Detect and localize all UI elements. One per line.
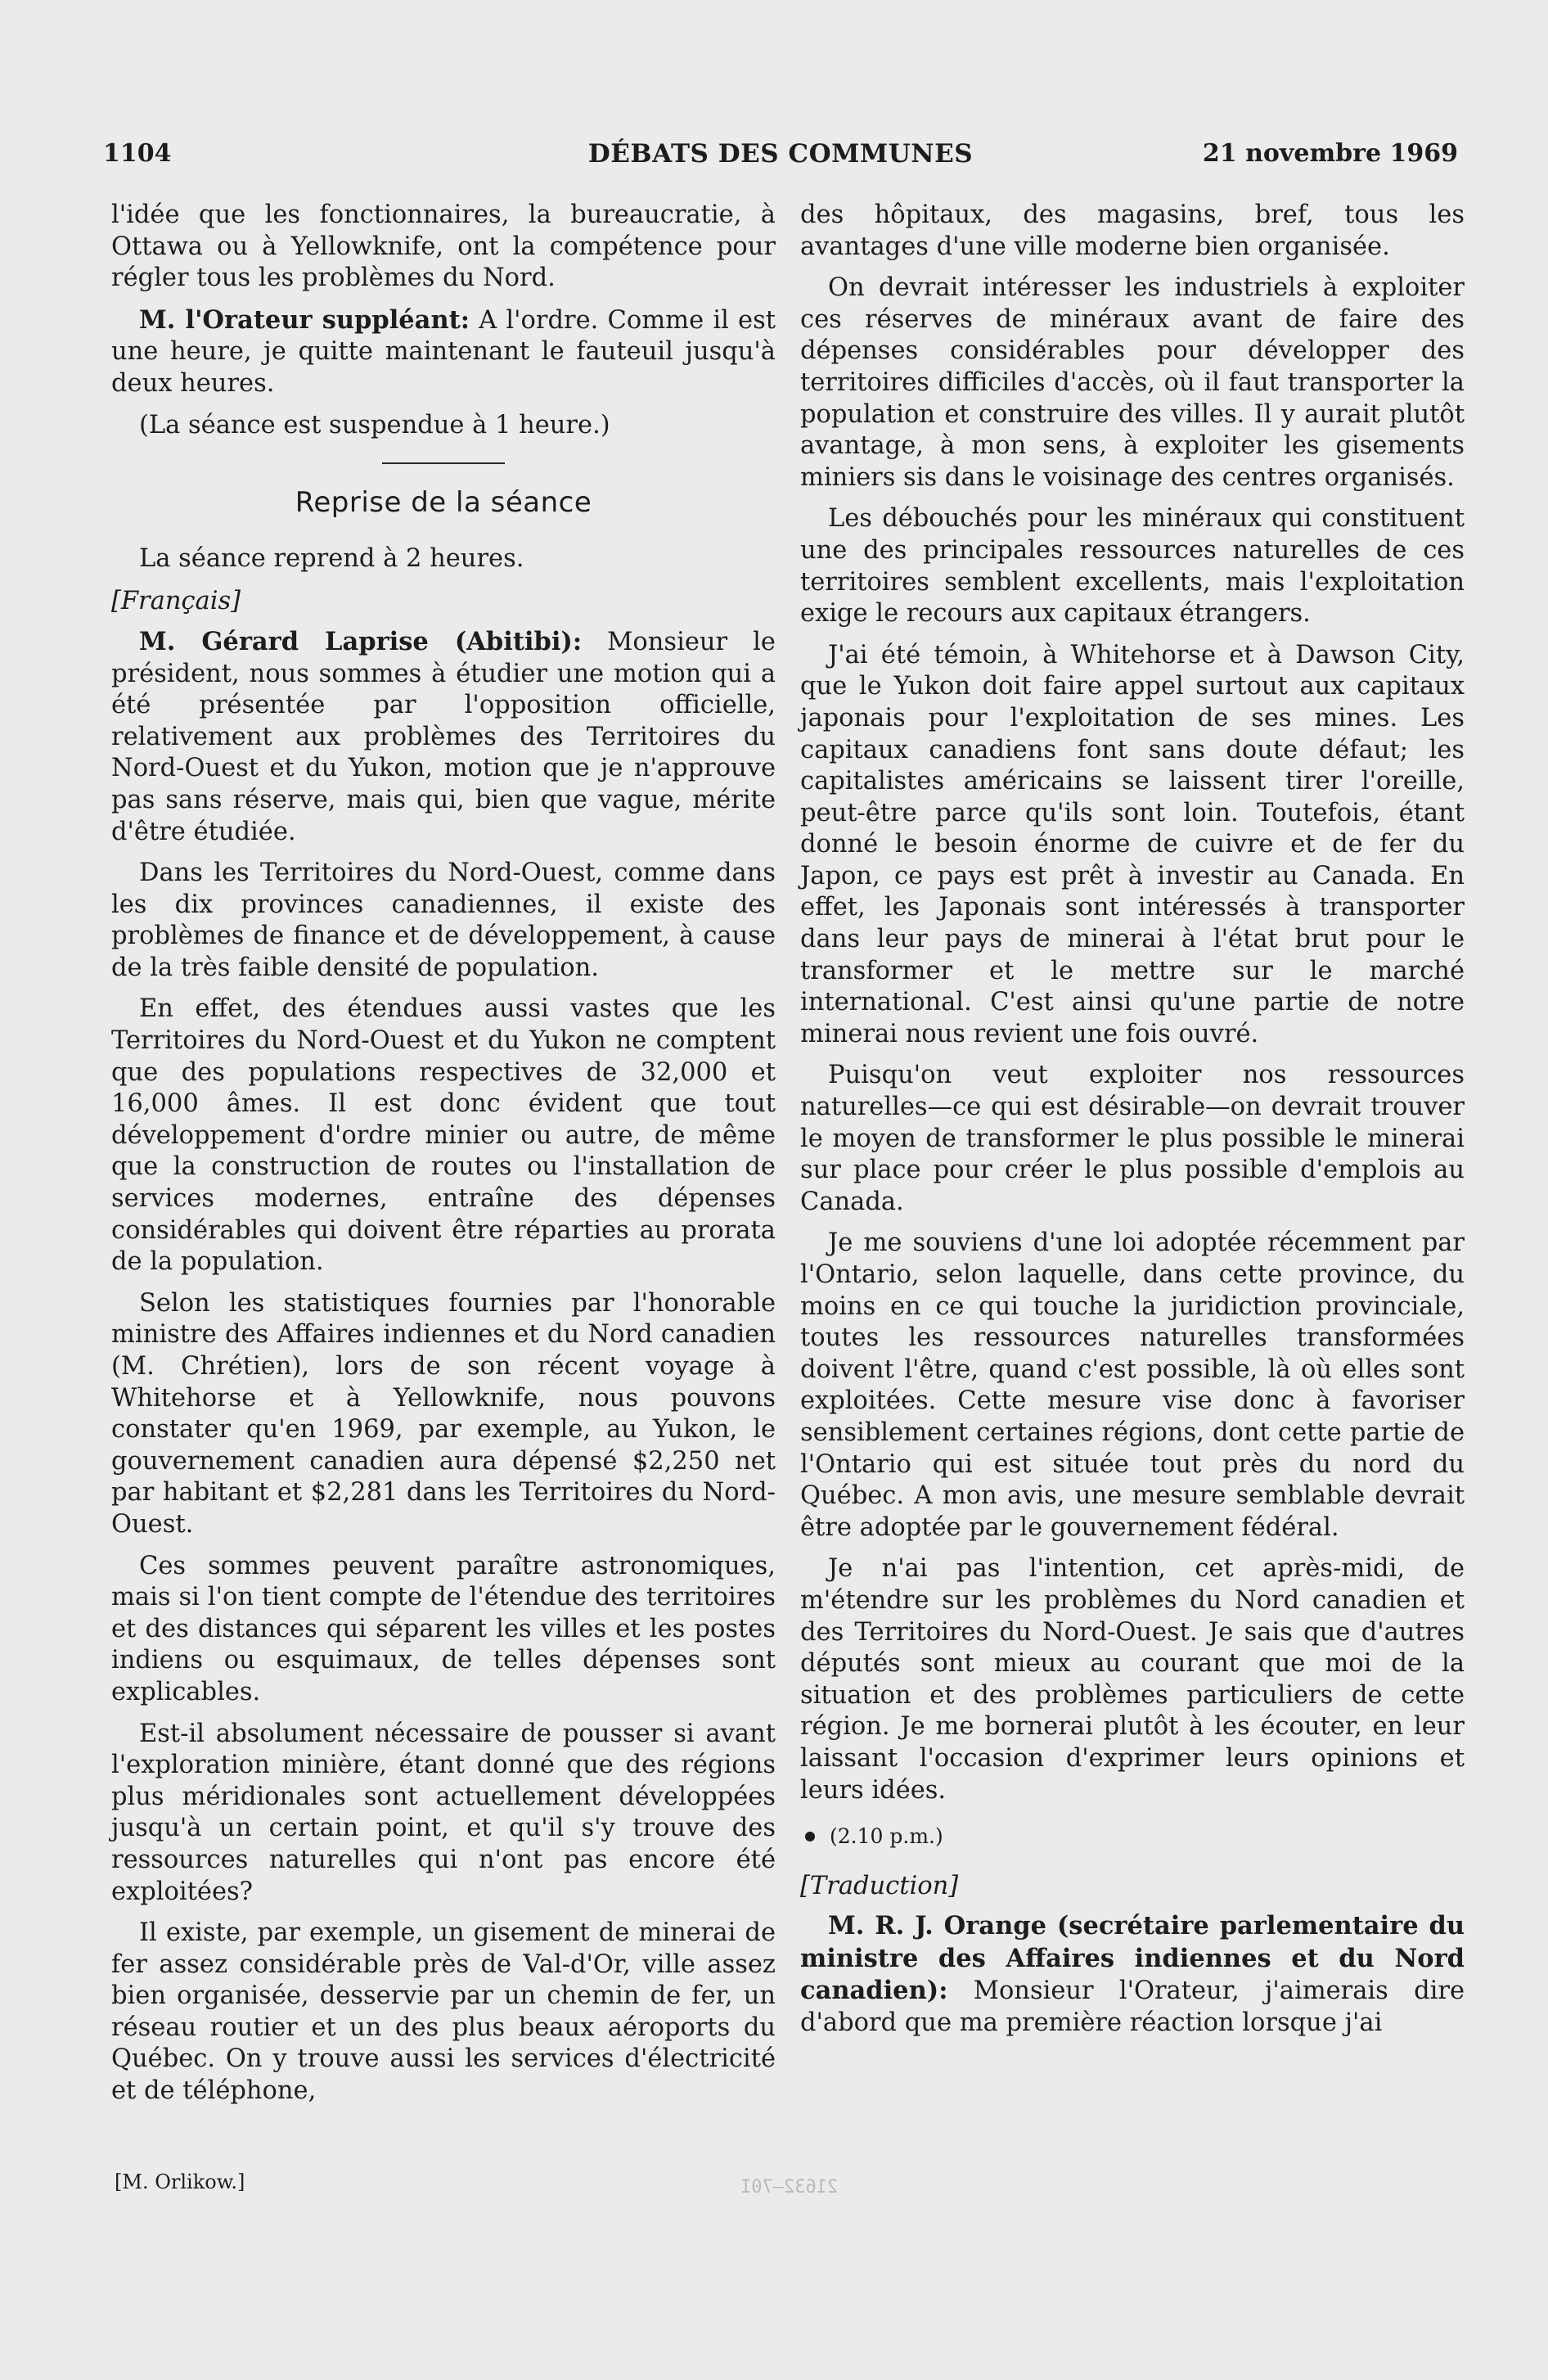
paragraph: Ces sommes peuvent paraître astronomiques, mais si l'on tient compte de l'étendue des territoires et des distances qui séparent les villes et les postes indiens ou esquimaux, de telles dépenses sont explicables. <box>111 1551 776 1706</box>
bleed-through-stamp: 21632—70I <box>740 2177 839 2197</box>
section-divider <box>382 462 505 464</box>
footnote: [M. Orlikow.] <box>115 2170 245 2193</box>
paragraph: Est-il absolument nécessaire de pousser si avant l'exploration minière, étant donné que des régions plus méridionales sont actuellement développées jusqu'à un certain point, et qu'il s'y trouve des ressources naturelles qui n'ont pas encore été exploitées? <box>111 1719 776 1906</box>
speaker-name: M. l'Orateur suppléant: <box>139 304 470 335</box>
paragraph: l'idée que les fonctionnaires, la bureaucratie, à Ottawa ou à Yellowknife, ont la compétence pour régler tous les problèmes du Nord. <box>111 201 776 293</box>
speaker-name: M. Gérard Laprise (Abitibi): <box>139 626 583 656</box>
paragraph: Je n'ai pas l'intention, cet après-midi, de m'étendre sur les problèmes du Nord canadien et des Territoires du Nord-Ouest. Je sais que d'autres députés sont mieux au courant que moi de la situation et des problèmes particuliers de cette région. Je me bornerai plutôt à les écouter, en leur laissant l'occasion d'exprimer leurs opinions et leurs idées. <box>800 1554 1465 1805</box>
paragraph: des hôpitaux, des magasins, bref, tous les avantages d'une ville moderne bien organisée. <box>800 201 1465 261</box>
page-header <box>103 139 1458 177</box>
section-heading: Reprise de la séance <box>295 486 592 520</box>
paragraph: Je me souviens d'une loi adoptée récemment par l'Ontario, selon laquelle, dans cette province, du moins en ce qui touche la juridiction provinciale, toutes les ressources naturelles transformées doivent l'être, quand c'est possible, là où elles sont exploitées. Cette mesure vise donc à favoriser sensiblement certaines régions, dont cette partie de l'Ontario qui est située tout près du nord du Québec. A mon avis, une mesure semblable devrait être adoptée par le gouvernement fédéral. <box>800 1228 1465 1542</box>
paragraph: La séance reprend à 2 heures. <box>139 543 524 573</box>
language-marker: [Français] <box>111 587 241 616</box>
paragraph: Puisqu'on veut exploiter nos ressources naturelles—ce qui est désirable—on devrait trouver le moyen de transformer le plus possible le minerai sur place pour créer le plus possible d'emplois au Canada. <box>800 1061 1465 1216</box>
right-column <box>800 200 1465 2049</box>
language-marker: [Traduction] <box>800 1871 959 1900</box>
paragraph <box>111 626 776 848</box>
page-number: 1104 <box>103 139 172 168</box>
paragraph: Dans les Territoires du Nord-Ouest, comme dans les dix provinces canadiennes, il existe des problèmes de finance et de développement, à cause de la très faible densité de population. <box>111 859 776 982</box>
speaker-name: M. R. J. Orange (secrétaire parlementaire du ministre des Affaires indiennes et du Nord canadien): <box>800 1911 1465 2006</box>
paragraph <box>800 1910 1465 2039</box>
time-marker <box>800 1821 1465 1853</box>
paragraph <box>111 304 776 400</box>
paragraph: (La séance est suspendue à 1 heure.) <box>139 410 610 439</box>
paragraph: Selon les statistiques fournies par l'honorable ministre des Affaires indiennes et du Nord canadien (M. Chrétien), lors de son récent voyage à Whitehorse et à Yellowknife, nous pouvons constater qu'en 1969, par exemple, au Yukon, le gouvernement canadien aura dépensé $2,250 net par habitant et $2,281 dans les Territoires du Nord-Ouest. <box>111 1288 776 1539</box>
bullet-icon <box>805 1832 815 1841</box>
paragraph: On devrait intéresser les industriels à exploiter ces réserves de minéraux avant de faire des dépenses considérables pour développer des territoires difficiles d'accès, où il faut transporter la population et construire des villes. Il y aurait plutôt avantage, à mon sens, à exploiter les gisements miniers sis dans le voisinage des centres organisés. <box>800 273 1465 492</box>
left-column <box>111 200 776 2117</box>
paragraph: J'ai été témoin, à Whitehorse et à Dawson City, que le Yukon doit faire appel surtout aux capitaux japonais pour l'exploitation de ses mines. Les capitaux canadiens font sans doute défaut; les capitalistes américains se laissent tirer l'oreille, peut-être parce qu'ils sont loin. Toutefois, étant donné le besoin énorme de cuivre et de fer du Japon, ce pays est prêt à investir au Canada. En effet, les Japonais sont intéressés à transporter dans leur pays de minerai à l'état brut pour le transformer et le mettre sur le marché international. C'est ainsi qu'une partie de notre minerai nous revient une fois ouvré. <box>800 640 1465 1048</box>
speech-text: Monsieur l'Orateur, j'aimerais dire d'abord que ma première réaction lorsque j'ai <box>800 1977 1465 2038</box>
page-title: DÉBATS DES COMMUNES <box>587 139 974 169</box>
speech-text: Monsieur le président, nous sommes à étudier une motion qui a été présentée par l'opposition officielle, relativement aux problèmes des Territoires du Nord-Ouest et du Yukon, motion que je n'approuve pas sans réserve, mais qui, bien que vague, mérite d'être étudiée. <box>111 627 776 846</box>
paragraph: Il existe, par exemple, un gisement de minerai de fer assez considérable près de Val-d'Or, ville assez bien organisée, desservie par un chemin de fer, un réseau routier et un des plus beaux aéroports du Québec. On y trouve aussi les services d'électricité et de téléphone, <box>111 1918 776 2106</box>
paragraph: En effet, des étendues aussi vastes que les Territoires du Nord-Ouest et du Yukon ne comptent que des populations respectives de 32,000 et 16,000 âmes. Il est donc évident que tout développement d'ordre minier ou autre, de même que la construction de routes ou l'installation de services modernes, entraîne des dépenses considérables qui doivent être réparties au prorata de la population. <box>111 994 776 1277</box>
paragraph: Les débouchés pour les minéraux qui constituent une des principales ressources naturelles de ces territoires semblent excellents, mais l'exploitation exige le recours aux capitaux étrangers. <box>800 504 1465 629</box>
speech-text: A l'ordre. Comme il est une heure, je quitte maintenant le fauteuil jusqu'à deux heures. <box>111 305 776 398</box>
time-text: (2.10 p.m.) <box>830 1824 943 1849</box>
page-date: 21 novembre 1969 <box>1202 139 1458 168</box>
